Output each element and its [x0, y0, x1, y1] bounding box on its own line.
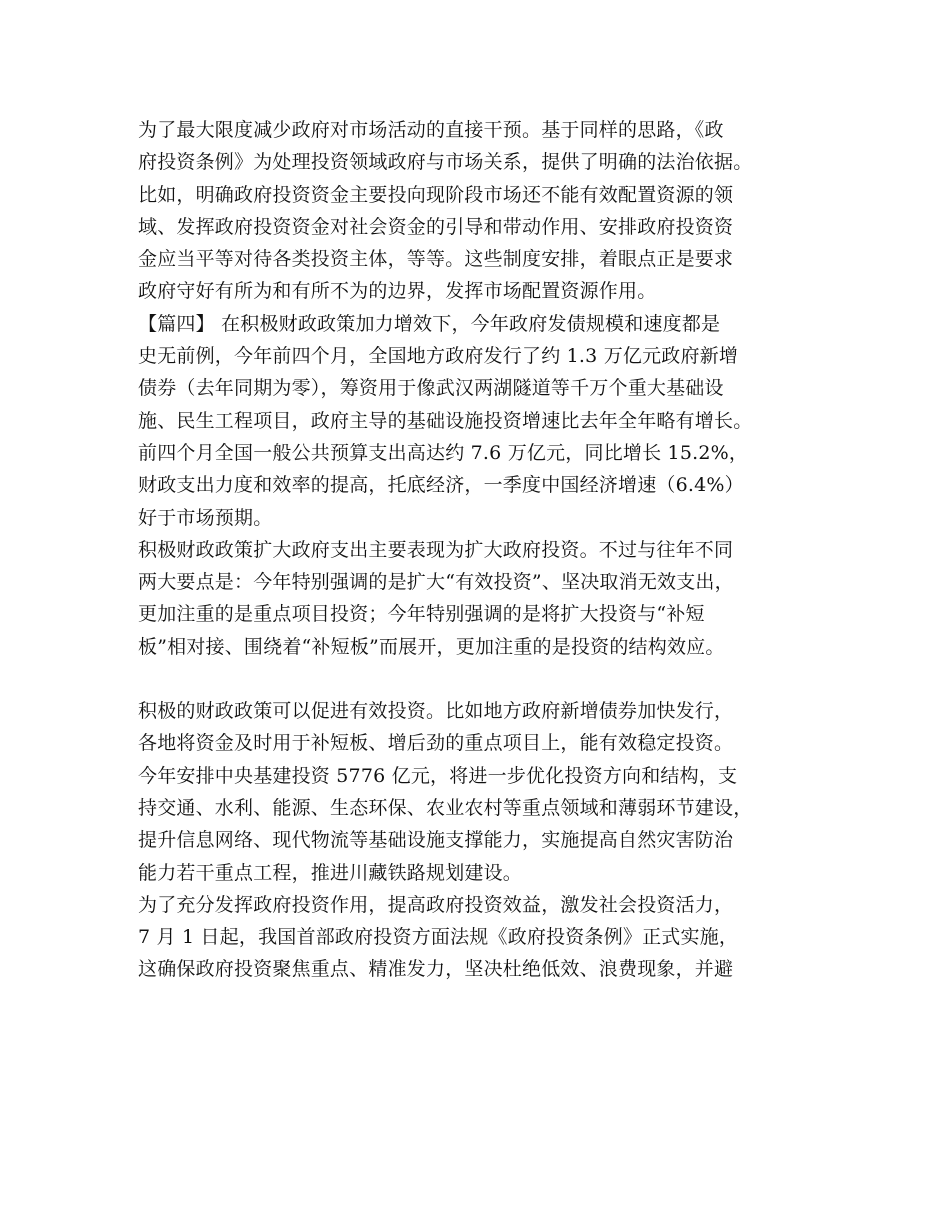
text-line: 为了充分发挥政府投资作用，提高政府投资效益，激发社会投资活力，	[138, 893, 734, 916]
text-line: 【篇四】 在积极财政政策加力增效下，今年政府发债规模和速度都是	[138, 312, 721, 335]
text-line: 能力若干重点工程，推进川藏铁路规划建设。	[138, 861, 523, 884]
text-line: 财政支出力度和效率的提高，托底经济，一季度中国经济增速（6.4%）	[138, 474, 744, 497]
text-line: 积极的财政政策可以促进有效投资。比如地方政府新增债券加快发行，	[138, 700, 734, 723]
text-line: 板”相对接、围绕着“补短板”而展开，更加注重的是投资的结构效应。	[138, 635, 725, 658]
text-line: 好于市场预期。	[138, 506, 273, 529]
text-line: 政府守好有所为和有所不为的边界，发挥市场配置资源作用。	[138, 280, 657, 303]
paragraph-1	[138, 114, 818, 308]
text-line: 今年安排中央基建投资 5776 亿元，将进一步优化投资方向和结构，支	[138, 764, 738, 787]
text-line: 积极财政政策扩大政府支出主要表现为扩大政府投资。不过与往年不同	[138, 538, 734, 561]
paragraph-4	[138, 695, 818, 889]
paragraph-gap	[138, 663, 818, 695]
text-line: 提升信息网络、现代物流等基础设施支撑能力，实施提高自然灾害防治	[138, 829, 734, 852]
text-line: 域、发挥政府投资资金对社会资金的引导和带动作用、安排政府投资资	[138, 215, 734, 238]
text-line: 史无前例，今年前四个月，全国地方政府发行了约 1.3 万亿元政府新增	[138, 345, 739, 368]
paragraph-2	[138, 308, 818, 534]
text-line: 为了最大限度减少政府对市场活动的直接干预。基于同样的思路，《政	[138, 119, 724, 141]
text-line: 持交通、水利、能源、生态环保、农业农村等重点领域和薄弱环节建设，	[138, 796, 753, 819]
text-line: 金应当平等对待各类投资主体，等等。这些制度安排，着眼点正是要求	[138, 248, 734, 271]
text-line: 这确保政府投资聚焦重点、精准发力，坚决杜绝低效、浪费现象，并避	[138, 958, 734, 981]
text-line: 府投资条例》为处理投资领域政府与市场关系，提供了明确的法治依据。	[138, 151, 753, 174]
text-line: 两大要点是：今年特别强调的是扩大“有效投资”、坚决取消无效支出，	[138, 571, 734, 594]
text-line: 债券（去年同期为零），筹资用于像武汉两湖隧道等千万个重大基础设	[138, 377, 724, 400]
paragraph-5	[138, 889, 818, 986]
text-line: 更加注重的是重点项目投资；今年特别强调的是将扩大投资与“补短	[138, 603, 705, 626]
text-line: 前四个月全国一般公共预算支出高达约 7.6 万亿元，同比增长 15.2%，	[138, 441, 749, 464]
text-line: 比如，明确政府投资资金主要投向现阶段市场还不能有效配置资源的领	[138, 183, 734, 206]
document-body	[138, 114, 818, 986]
text-line: 7 月 1 日起，我国首部政府投资方面法规《政府投资条例》正式实施，	[138, 926, 739, 949]
text-line: 施、民生工程项目，政府主导的基础设施投资增速比去年全年略有增长。	[138, 409, 753, 432]
text-line: 各地将资金及时用于补短板、增后劲的重点项目上，能有效稳定投资。	[138, 732, 734, 755]
paragraph-3	[138, 534, 818, 663]
